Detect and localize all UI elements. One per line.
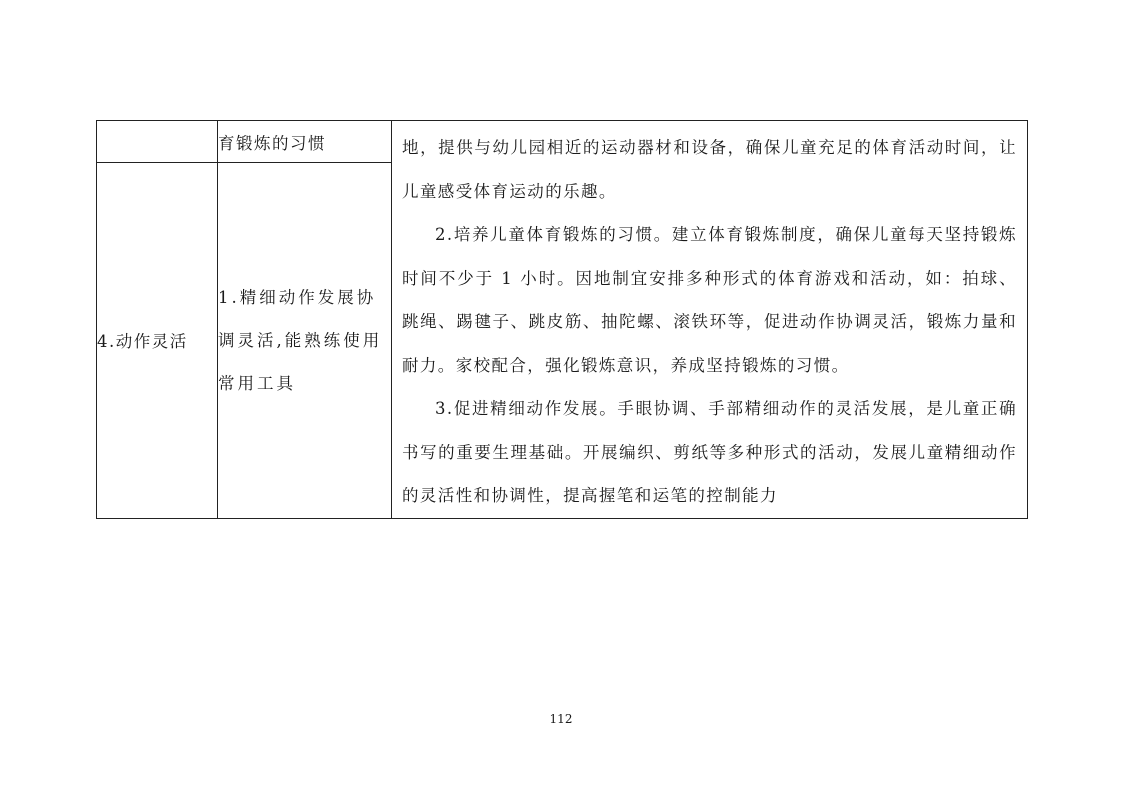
page-number: 112: [549, 712, 573, 726]
guidance-content-cell: [392, 121, 1028, 519]
table-row: [97, 121, 1028, 163]
subgoal-cell: 1.精细动作发展协调灵活,能熟练使用常用工具: [218, 163, 392, 519]
subgoal-cell-continued: 育锻炼的习惯: [218, 121, 392, 163]
guidance-paragraph-1: 地，提供与幼儿园相近的运动器材和设备，确保儿童充足的体育活动时间，让儿童感受体育运动的乐趣。: [402, 138, 1017, 201]
guidance-table: [96, 120, 1028, 519]
guidance-paragraph-2: 2.培养儿童体育锻炼的习惯。建立体育锻炼制度，确保儿童每天坚持锻炼时间不少于 1 小时。因地制宜安排多种形式的体育游戏和活动，如：拍球、跳绳、踢毽子、跳皮筋、抽陀螺、滚铁环等，促进动作协调灵活，锻炼力量和耐力。家校配合，强化锻炼意识，养成坚持锻炼的习惯。: [402, 225, 1017, 375]
domain-cell-continued: [97, 121, 218, 163]
guidance-paragraph-3: 3.促进精细动作发展。手眼协调、手部精细动作的灵活发展，是儿童正确书写的重要生理基础。开展编织、剪纸等多种形式的活动，发展儿童精细动作的灵活性和协调性，提高握笔和运笔的控制能力: [402, 399, 1017, 505]
domain-cell: 4.动作灵活: [97, 163, 218, 519]
